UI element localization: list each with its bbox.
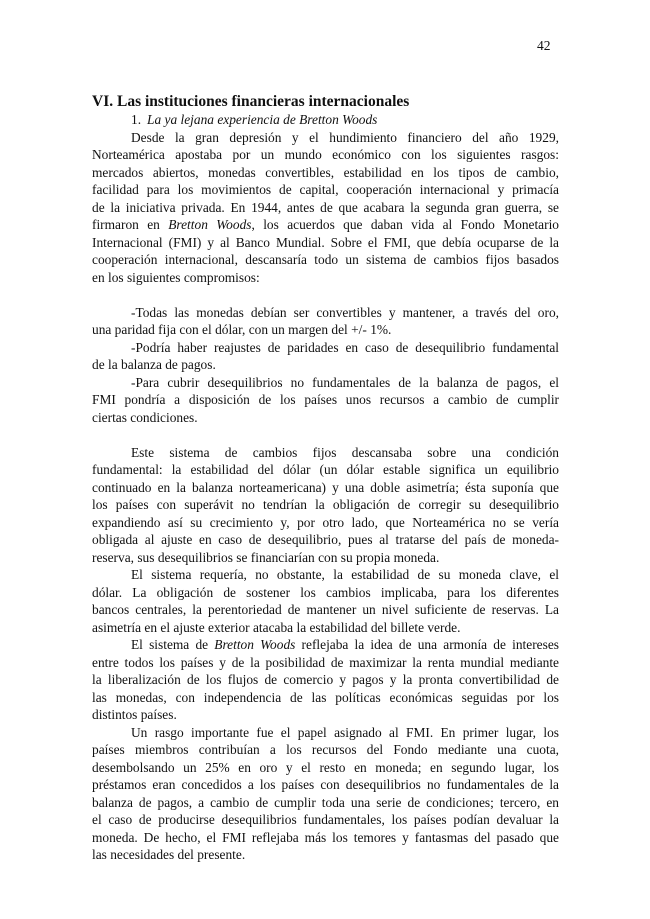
text-line: de la iniciativa privada. En 1944, antes de que acabara la segunda gran guerra, se [92,199,559,215]
text-line: reserva, sus desequilibrios se financiarían con su propia moneda. [92,549,440,565]
text-line: El sistema requería, no obstante, la estabilidad de su moneda clave, el [131,567,559,582]
text-line: ciertas condiciones. [92,409,198,425]
text-line: Un rasgo importante fue el papel asignado al FMI. En primer lugar, los [131,724,559,740]
text-line: desembolsando un 25% en oro y el resto en moneda; en segundo lugar, los [92,759,559,775]
text-line: Este sistema de cambios fijos descansaba sobre una condición [131,444,559,460]
text-line: expandiendo así su crecimiento y, por otro lado, que Norteamérica no se vería [92,514,559,530]
text-line: la liberalización de los flujos de comercio y pagos y la pronta convertibilidad de [92,672,559,687]
paragraph [92,724,559,864]
page-number: 42 [537,38,551,53]
text-line: -Podría haber reajustes de paridades en caso de desequilibrio fundamental [131,339,559,355]
paragraph [92,339,559,374]
text-line: entre todos los países y de la posibilidad de maximizar la renta mundial mediante [92,654,559,670]
text-line: obligada al ajuste en caso de desequilibrio, pues al tratarse del país de moneda- [92,532,559,547]
text-line: fundamental: la estabilidad del dólar (un dólar estable significa un equilibrio [92,462,559,477]
paragraph [92,444,559,567]
text-line: Internacional (FMI) y al Banco Mundial. Sobre el FMI, que debía ocuparse de la [92,234,559,250]
text-line: El sistema de Bretton Woods reflejaba la idea de una armonía de intereses [131,637,559,652]
blank-line [92,286,559,304]
text-line: las necesidades del presente. [92,847,246,862]
paragraphs [92,129,559,864]
paragraph [92,566,559,636]
paragraph [92,304,559,339]
text-line: Norteamérica apostaba por un mundo económico con los siguientes rasgos: [92,147,559,162]
text-line: moneda. De hecho, el FMI reflejaba más los temores y fantasmas del pasado que [92,829,559,845]
page-body [92,93,559,864]
text-line: los países con superávit no tendrían la obligación de corregir su desequilibrio [92,497,559,512]
text-line: facilidad para los movimientos de capital, cooperación internacional y primacía [92,182,559,197]
text-line: de la balanza de pagos. [92,357,216,372]
text-line: continuado en la balanza norteamericana) y una doble asimetría; ésta suponía que [92,479,559,495]
text-line: -Para cubrir desequilibrios no fundamentales de la balanza de pagos, el [131,374,559,390]
text-line: cooperación internacional, descansaría todo un sistema de cambios fijos basados [92,252,559,267]
text-line: asimetría en el ajuste exterior atacaba la estabilidad del billete verde. [92,619,461,635]
paragraph [92,129,559,287]
text-line: dólar. La obligación de sostener los cambios implicaba, para los diferentes [92,584,559,600]
text-line: en los siguientes compromisos: [92,269,260,285]
subsection-title: La ya lejana experiencia de Bretton Woods [147,112,378,127]
text-line: -Todas las monedas debían ser convertibles y mantener, a través del oro, [131,304,559,320]
blank-line [92,426,559,444]
text-line: distintos países. [92,707,177,722]
paragraph [92,636,559,724]
text-line: Desde la gran depresión y el hundimiento financiero del año 1929, [131,129,559,145]
text-line: FMI pondría a disposición de los países unos recursos a cambio de cumplir [92,392,559,407]
text-line: firmaron en Bretton Woods, los acuerdos que daban vida al Fondo Monetario [92,217,559,232]
subsection-heading [92,111,559,129]
text-line: préstamos eran concedidos a los países con desequilibrios no fundamentales de la [92,777,559,792]
text-line: países miembros contribuían a los recursos del Fondo mediante una cuota, [92,742,559,757]
section-heading: VI. Las instituciones financieras internacionales [92,93,410,110]
subsection-number: 1. [131,112,142,127]
text-line: una paridad fija con el dólar, con un margen del +/- 1%. [92,322,392,337]
text-line: las monedas, con independencia de las políticas económicas seguidas por los [92,689,559,705]
text-line: bancos centrales, la perentoriedad de mantener un nivel suficiente de reservas. La [92,602,559,617]
text-line: el caso de producirse desequilibrios fundamentales, los países podían devaluar la [92,812,559,827]
text-line: mercados abiertos, monedas convertibles, estabilidad en los tipos de cambio, [92,164,559,180]
text-line: balanza de pagos, a cambio de cumplir toda una serie de condiciones; tercero, en [92,794,559,810]
paragraph [92,374,559,427]
